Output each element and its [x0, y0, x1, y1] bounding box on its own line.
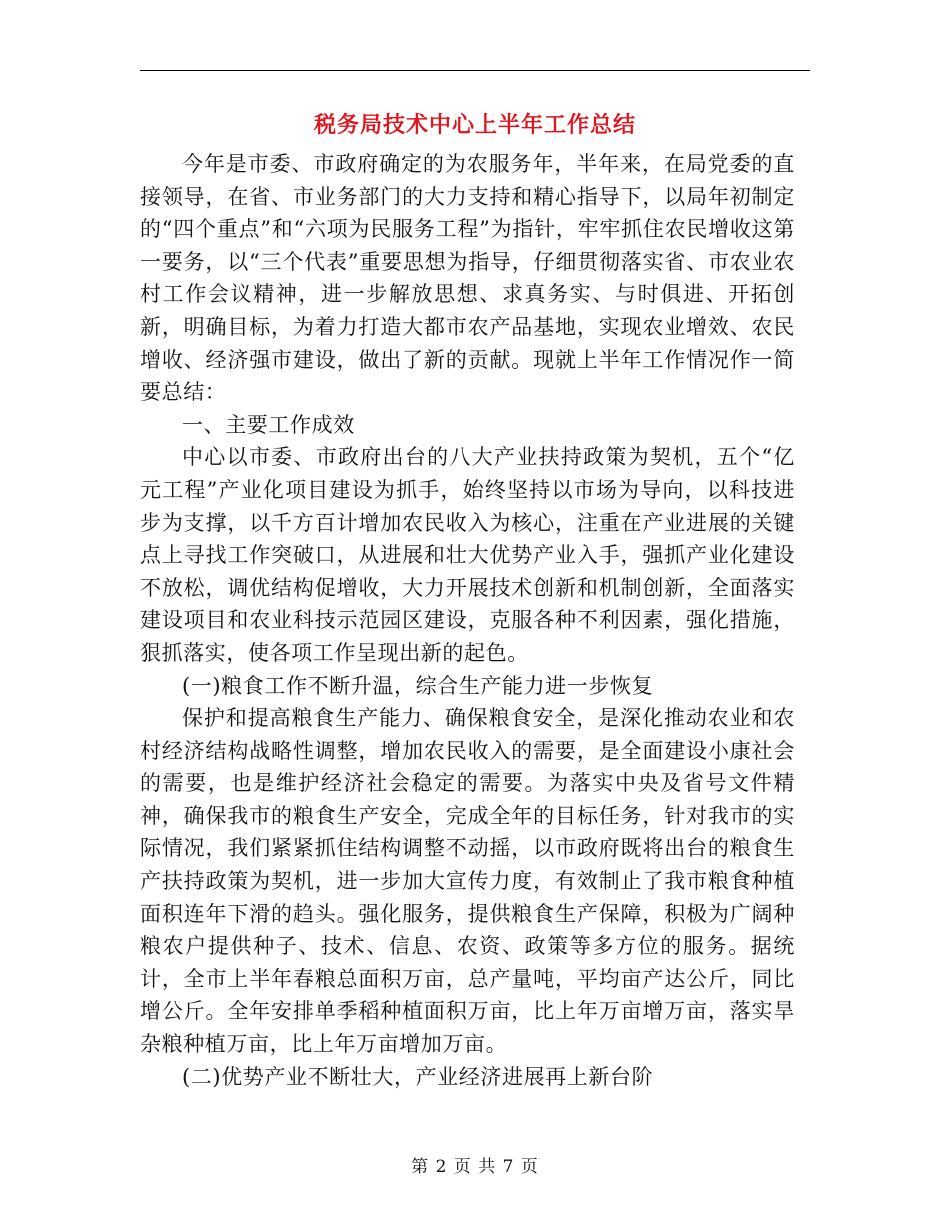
- header-rule: [140, 70, 810, 71]
- paragraph-achievements: 中心以市委、市政府出台的八大产业扶持政策为契机，五个“亿元工程”产业化项目建设为抓手，始终坚持以市场为导向，以科技进步为支撑，以千方百计增加农民收入为核心，注重在产业进展的关键点上寻找工作突破口，从进展和壮大优势产业入手，强抓产业化建设不放松，调优结构促增收，大力开展技术创新和机制创新，全面落实建设项目和农业科技示范园区建设，克服各种不利因素，强化措施，狠抓落实，使各项工作呈现出新的起色。: [140, 445, 795, 665]
- page-number: 第 2 页 共 7 页: [411, 1157, 539, 1177]
- subsection-heading-1: (一)粮食工作不断升温，综合生产能力进一步恢复: [182, 673, 654, 698]
- paragraph-intro: 今年是市委、市政府确定的为农服务年，半年来，在局党委的直接领导，在省、市业务部门的大力支持和精心指导下，以局年初制定的“四个重点”和“六项为民服务工程”为指针，牢牢抓住农民增收这第一要务，以“三个代表”重要思想为指导，仔细贯彻落实省、市农业农村工作会议精神，进一步解放思想、求真务实、与时俱进、开拓创新，明确目标，为着力打造大都市农产品基地，实现农业增效、农民增收、经济强市建设，做出了新的贡献。现就上半年工作情况作一简要总结：: [140, 152, 795, 405]
- document-body: [140, 148, 795, 1093]
- subsection-heading-2: (二)优势产业不断壮大，产业经济进展再上新台阶: [182, 1064, 654, 1089]
- section-heading: 一、主要工作成效: [182, 412, 355, 437]
- document-title: 税务局技术中心上半年工作总结: [313, 113, 636, 138]
- paragraph-grain: 保护和提高粮食生产能力、确保粮食安全，是深化推动农业和农村经济结构战略性调整，增加农民收入的需要，是全面建设小康社会的需要，也是维护经济社会稳定的需要。为落实中央及省号文件精神，确保我市的粮食生产安全，完成全年的目标任务，针对我市的实际情况，我们紧紧抓住结构调整不动摇，以市政府既将出台的粮食生产扶持政策为契机，进一步加大宣传力度，有效制止了我市粮食种植面积连年下滑的趋头。强化服务，提供粮食生产保障，积极为广阔种粮农户提供种子、技术、信息、农资、政策等多方位的服务。据统计，全市上半年春粮总面积万亩，总产量吨，平均亩产达公斤，同比增公斤。全年安排单季稻种植面积万亩，比上年万亩增万亩，落实旱杂粮种植万亩，比上年万亩增加万亩。: [140, 706, 795, 1057]
